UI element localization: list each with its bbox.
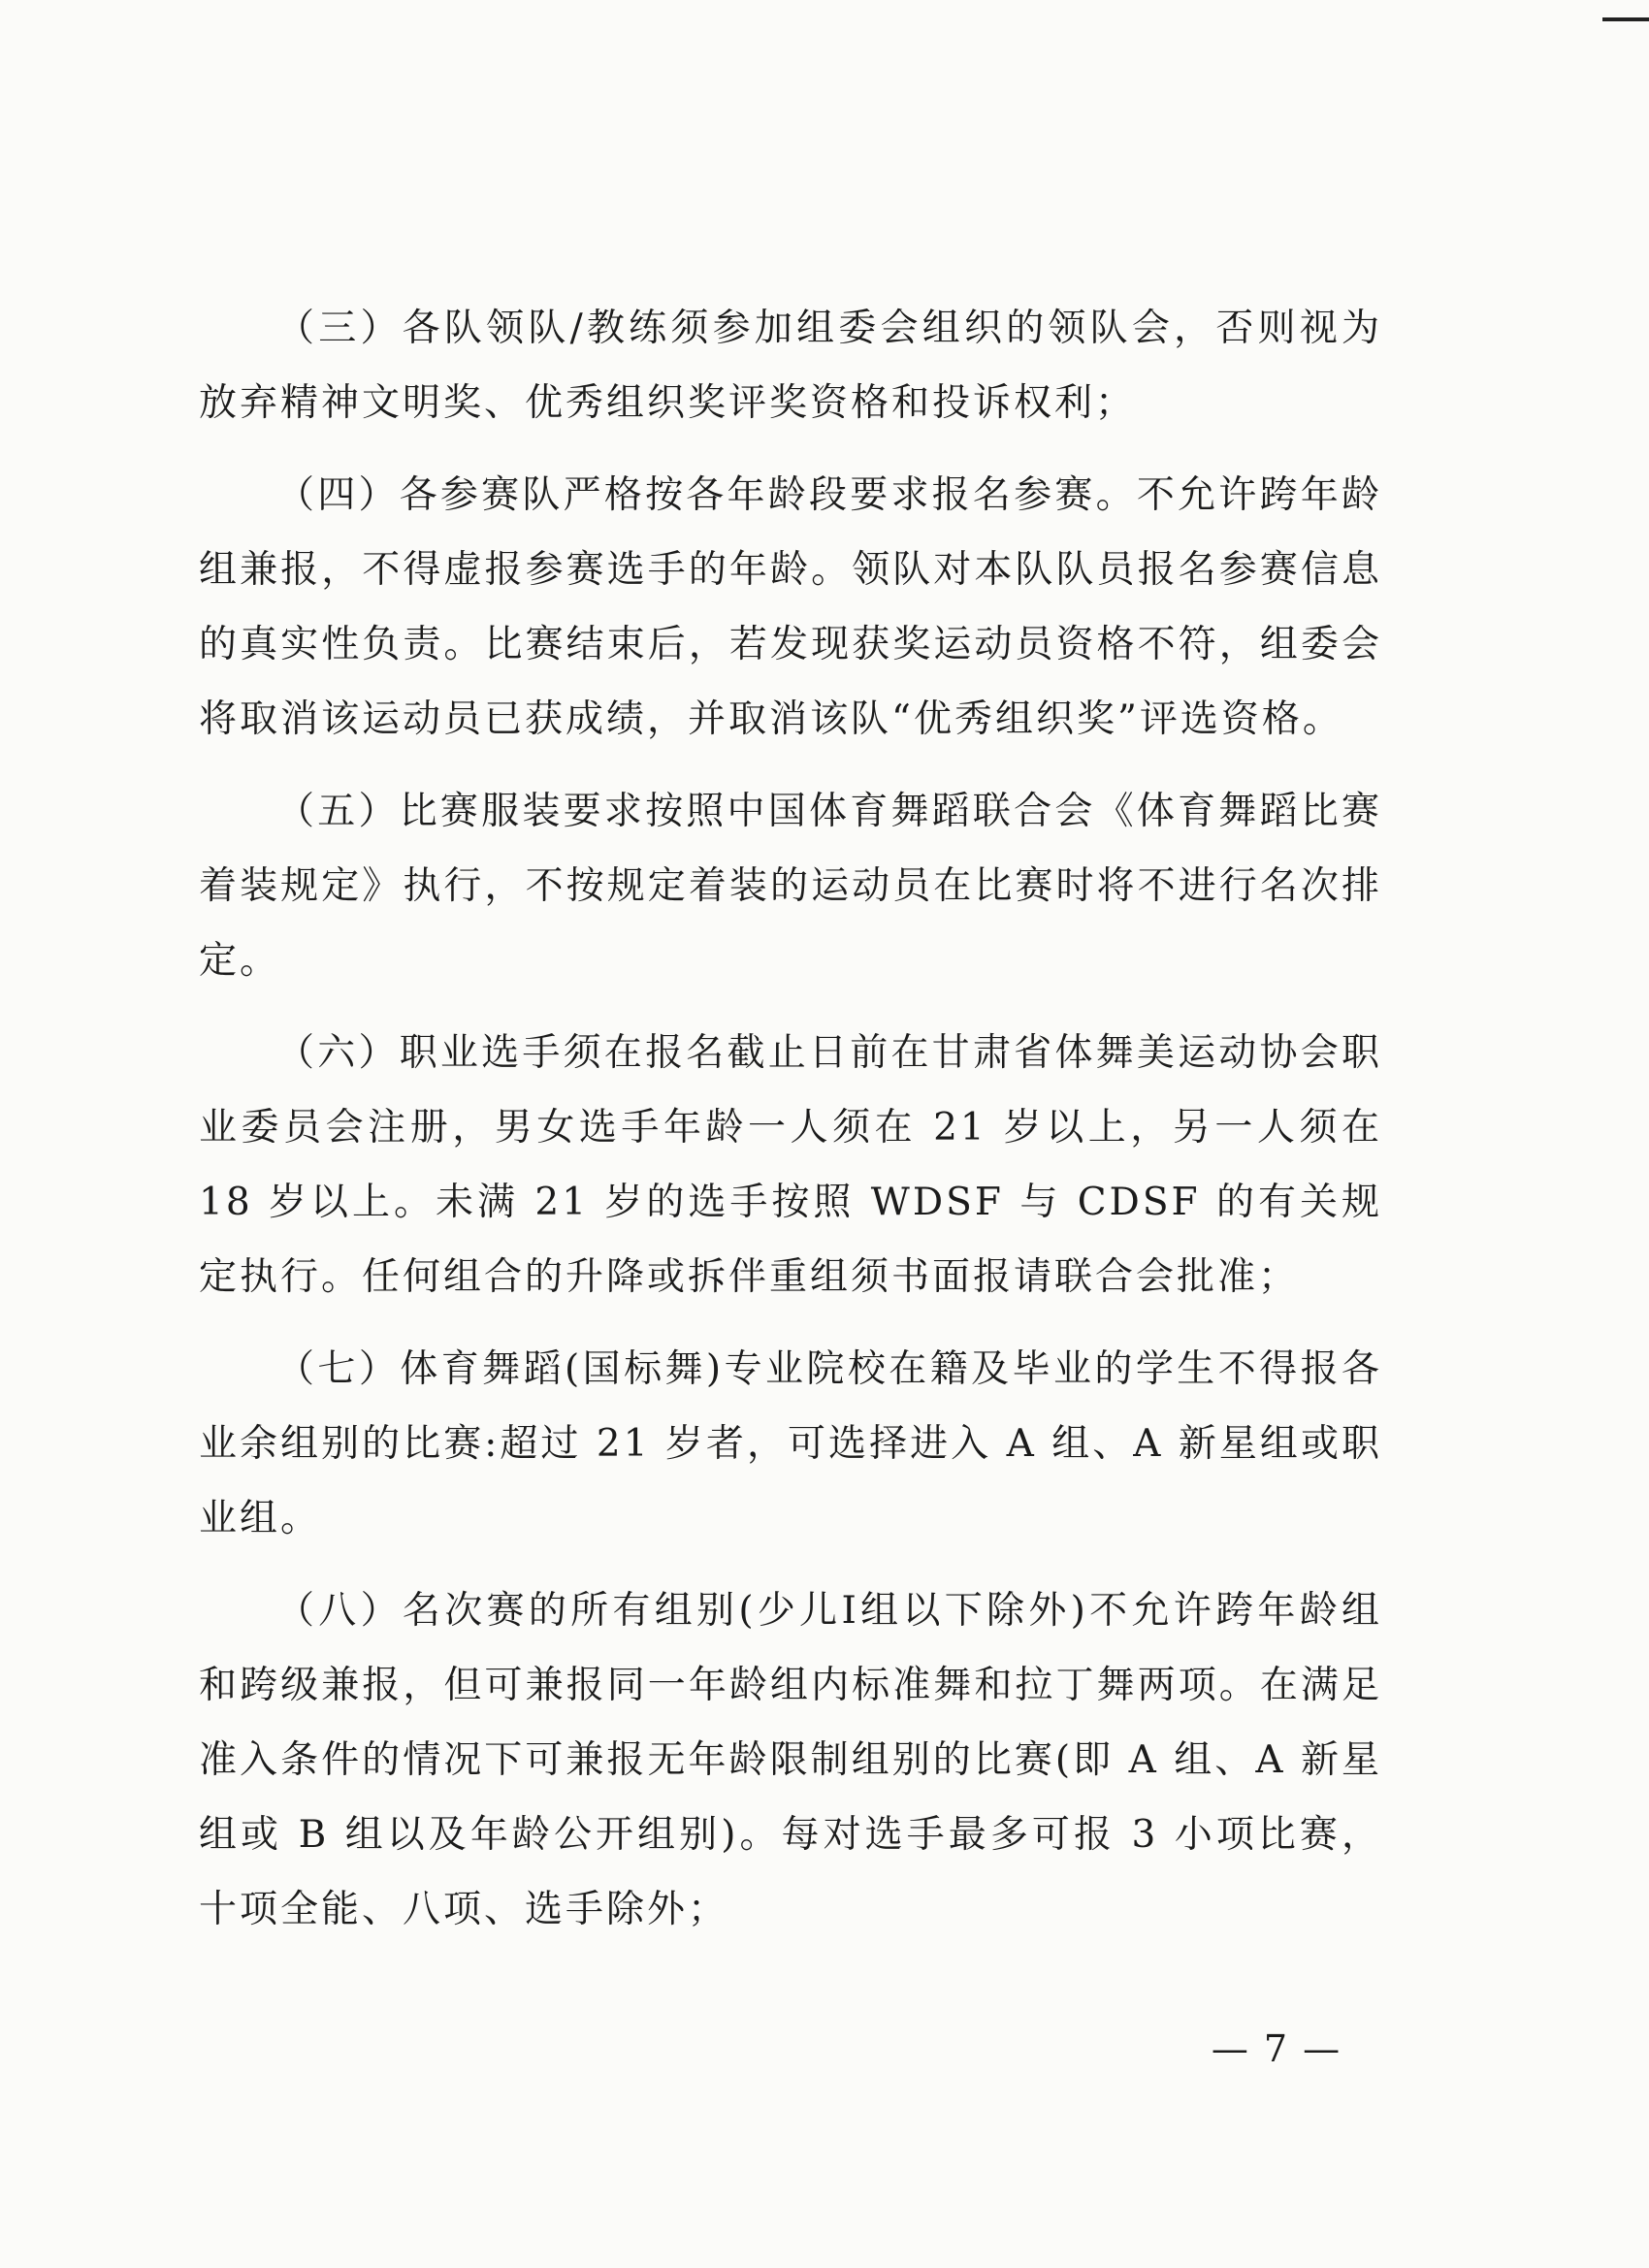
paragraph-5-competition-attire: （五）比赛服装要求按照中国体育舞蹈联合会《体育舞蹈比赛着装规定》执行，不按规定着装的运动员在比赛时将不进行名次排定。 xyxy=(199,790,1382,983)
scan-edge-mark xyxy=(1602,17,1649,21)
page-number: — 7 — xyxy=(1211,2027,1342,2070)
paragraph-7-professional-school-students: （七）体育舞蹈(国标舞)专业院校在籍及毕业的学生不得报各业余组别的比赛:超过 21 岁者，可选择进入 A 组、A 新星组或职业组。 xyxy=(199,1347,1382,1540)
paragraph-6-professional-players: （六）职业选手须在报名截止日前在甘肃省体舞美运动协会职业委员会注册，男女选手年龄一人须在 21 岁以上，另一人须在 18 岁以上。未满 21 岁的选手按照 WDSF 与 CDSF 的有关规定执行。任何组合的升降或拆伴重组须书面报请联合会批准； xyxy=(199,1031,1382,1299)
paragraph-8-ranking-competition-groups: （八）名次赛的所有组别(少儿Ⅰ组以下除外)不允许跨年龄组和跨级兼报，但可兼报同一年龄组内标准舞和拉丁舞两项。在满足准入条件的情况下可兼报无年龄限制组别的比赛(即 A 组、A 新星组或 B 组以及年龄公开组别)。每对选手最多可报 3 小项比赛，十项全能、八项、选手除外； xyxy=(199,1589,1382,1931)
paragraph-4-age-group-registration: （四）各参赛队严格按各年龄段要求报名参赛。不允许跨年龄组兼报，不得虚报参赛选手的年龄。领队对本队队员报名参赛信息的真实性负责。比赛结束后，若发现获奖运动员资格不符，组委会将取消该运动员已获成绩，并取消该队“优秀组织奖”评选资格。 xyxy=(199,473,1382,741)
paragraph-3-team-leader-meeting: （三）各队领队/教练须参加组委会组织的领队会，否则视为放弃精神文明奖、优秀组织奖评奖资格和投诉权利； xyxy=(199,307,1382,425)
document-body xyxy=(199,291,1382,1947)
